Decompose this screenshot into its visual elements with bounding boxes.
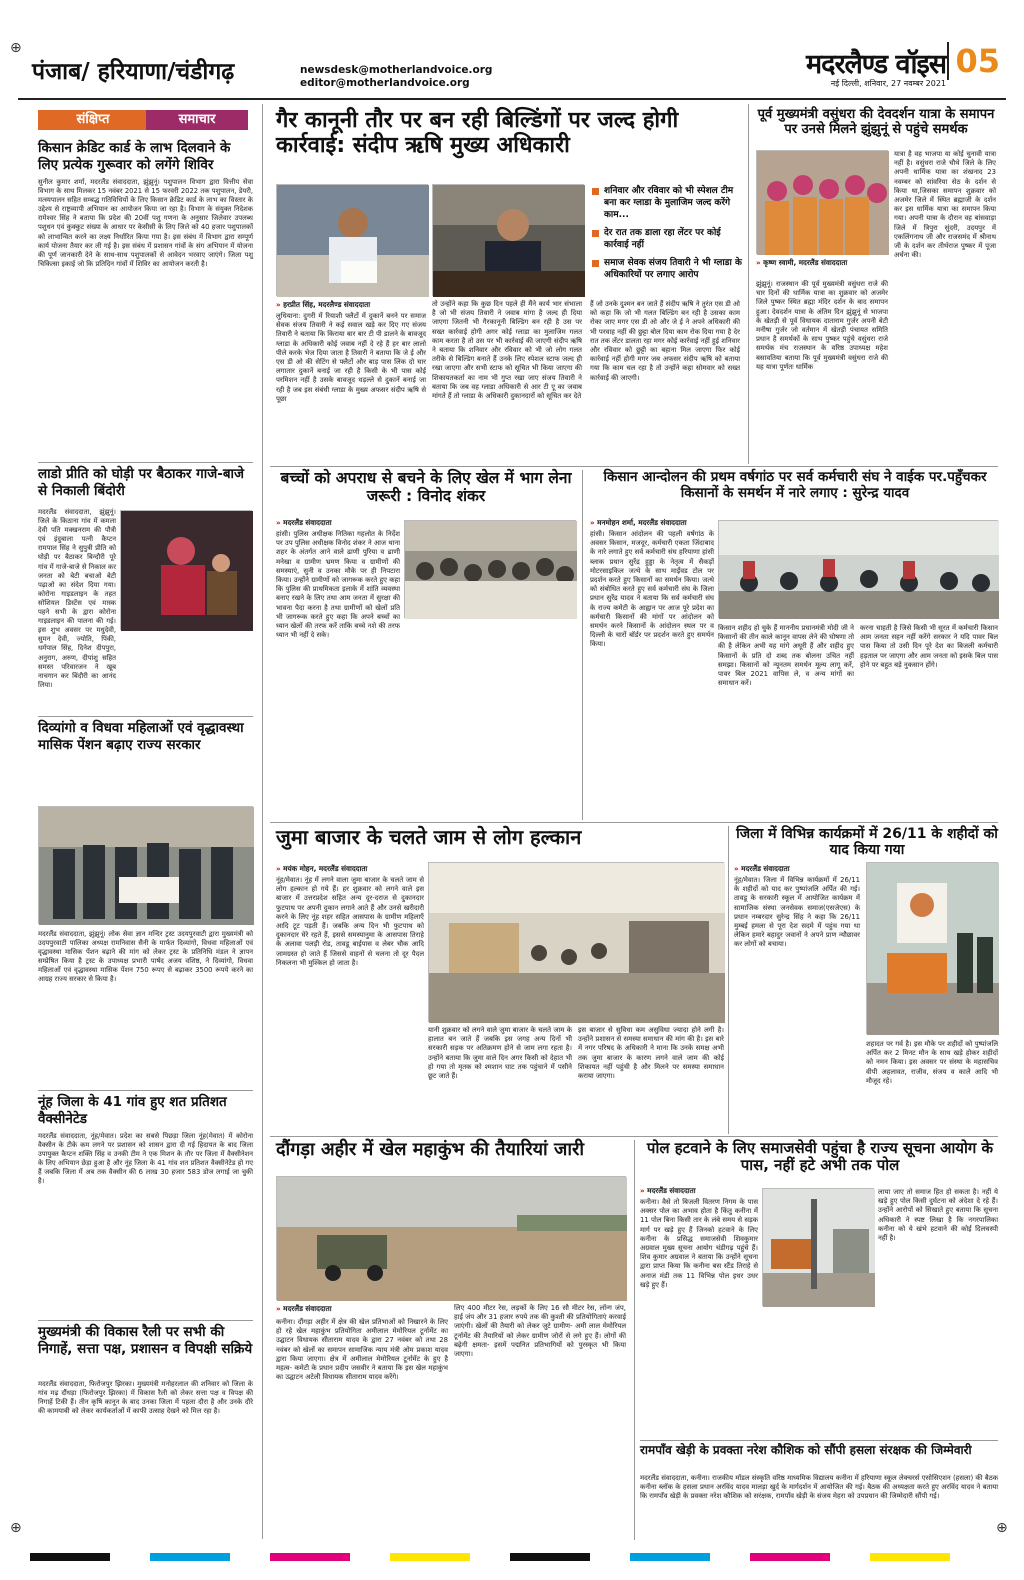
- masthead: [18, 38, 1006, 100]
- farmer-byline: » मनमोहन शर्मा, मदरलैंड संवाददाता: [590, 518, 687, 527]
- lead-body-col1: लुधियाना: दुगरी में रियाशी फ्लैटों में दुकानें बनने पर समाज सेवक संजय तिवारी ने कई सवाल खड़े कर दिए गए संजय तिवारी ने बताया कि किराया बार बार टी पी डालने के बावजूद ग्लाडा के अधिकारी कोई जवाब नहीं दे रहे हैं हर बार लालो पीले करके भेज दिया जाता है तिवारी ने बताया कि जे ई और एस डी ओ की सेटिंग से फ्लैटों और बाड़ पास लिंक दो चार लगातार दुकानें बनाई जा रही है किसी के भी पास कोई परमिशन नहीं है उसके बावजूद धड़ल्ले से दुकानें बनाई जा रही है जब इस संबंधी ग्लाडा के मुख्य अफसर संदीप ऋषि से पूछा: [276, 312, 426, 403]
- lead-photo-2: [432, 184, 584, 296]
- jam-body-2: यानी शुक्रवार को लगने वाले जुमा बाजार के चलते जाम के हालात बन जाते हैं जबकि इस जगह अन्य दिनों भी सरकारी सड़क पर अतिक्रमण होने से जाम लगा रहता है। उन्होंने बताया कि जुमा वाले दिन अगर किसी को देहात भी हो गया तो मृतक को श्मशान घाट तक पहुंचाने में पसीने छूट जाते हैं।: [428, 1026, 572, 1081]
- registration-mark: ⊕: [996, 1520, 1008, 1536]
- yatra-photo: [756, 150, 888, 254]
- brief-label-b: समाचार: [146, 110, 248, 130]
- pole-body-2: लाया जाए तो समाज हित हो सकता है। नहीं ये खड़े हुए पोल किसी दुर्घटना को अंदेशा दे रहे हैं। उन्होंने आरोपों को सिखाते हुए बताया कि सूचना अधिकारी ने स्पष्ट लिखा है कि नगरपालिका कनीना को ये खंभे हटवाने की कोई दिलचस्पी नहीं है।: [878, 1188, 998, 1243]
- sports-body: हांसी। पुलिस अधीक्षक नितिका गहलोत के निर्देश पर उप पुलिस अधीक्षक विनोद शंकर ने आज थाना शहर के अंतर्गत आने वाले ढाणी पुरिया व ढाणी मनेखा व ग्रामीण भ्रमण किया व ग्रामीणों की समस्याएं, सुनी व उनका मौके पर ही निपटारा किया। उन्होंने ग्रामीणों को जागरूक करते हुए कहा कि पुलिस की प्राथमिकता इलाके में शांति व्यवस्था बनाए रखने के लिए तथा आम जनता में सुरक्षा की भावना पैदा करना है तथा ग्रामीणों को खेलों प्रति भी जागरूक करते हुए कहा कि अपने बच्चों का ध्यान खेलों की तरफ करें ताकि बच्चे नशे की तरफ ध्यान भी नहीं दे सके।: [276, 530, 400, 640]
- martyrs-body: नूंह/मेवात। जिला में विभिन्न कार्यक्रमों में 26/11 के शहीदों को याद कर पुष्पांजलि अर्पित की गई। तावडू के सरकारी स्कूल में आयोजित कार्यक्रम में सामाजिक संस्था जनसेवक समाज(एसजेएस) के प्रधान नम्बरदार सुरेन्द्र सिंह ने कहा कि 26/11 मुम्बई हमला से पूरा देश सदमे में पहुंच गया था लेकिन हमारे बहादुर जवानों ने अपने प्राण न्यौछावर कर लोगों को बचाया।: [734, 876, 860, 949]
- section-title: पंजाब/ हरियाणा/चंडीगढ़: [32, 59, 235, 85]
- yatra-headline: पूर्व मुख्यमंत्री वसुंधरा की देवदर्शन यात्रा के समापन पर उनसे मिलने झुंझुनूं से पहुंचे समर्थक: [757, 107, 995, 137]
- lead-bullet: देर रात तक डाला रहा लेंटर पर कोई कार्रवाई नहीं: [592, 227, 742, 251]
- jam-headline: जुमा बाजार के चलते जाम से लोग हल्कान: [276, 825, 582, 849]
- sports-body-2: [404, 624, 576, 820]
- brief-headline-5: मुख्यमंत्री की विकास रैली पर सभी की निगाहें, सत्ता पक्ष, प्रशासन व विपक्षी सक्रिये: [38, 1324, 253, 1357]
- divider: [38, 462, 253, 463]
- brief-headline-1: किसान क्रेडिट कार्ड के लाभ दिलवाने के लिए प्रत्येक गुरूवार को लगेंगे शिविर: [38, 140, 231, 173]
- farmer-body-3: करना चाहती है जिसे किसी भी सूरत में कर्मचारी किसान आम जनता सहन नहीं करेंगे सरकार ने यदि पावर बिल पास किया तो उसी दिन पूरे देश का बिजली कर्मचारी हड़ताल पर जाएगा और आम जनता को इसके बिल पास होने पर बहुत बड़े नुकसान होंगे।: [860, 624, 998, 669]
- farmer-headline: किसान आन्दोलन की प्रथम वर्षगांठ पर सर्व कर्मचारी संघ ने वाईक पर.पहुँचकर किसानों के समर्थन में नारे लगाए : सुरेन्द्र यादव: [603, 469, 987, 501]
- sports-photo: [404, 520, 576, 618]
- pole-byline: » मदरलैंड संवाददाता: [640, 1186, 696, 1195]
- martyrs-byline: » मदरलैंड संवाददाता: [734, 864, 790, 873]
- divider: [270, 466, 998, 467]
- divider: [38, 716, 253, 717]
- column-divider: [728, 826, 729, 1134]
- pole-headline: पोल हटवाने के लिए समाजसेवी पहुंचा है राज्य सूचना आयोग के पास, नहीं हटे अभी तक पोल: [646, 1139, 994, 1175]
- column-divider: [634, 1140, 635, 1540]
- pole-photo: [762, 1188, 874, 1306]
- pole-body: कनीना। वैसे तो बिजली वितरण निगम के पास अक्सर पोल का अभाव होता है किंतु कनीना में 11 पोल बिना किसी तार के लंबे समय से सड़क मार्ग पर खड़े हुए हैं जिनको हटवाने के लिए कनीना के प्रसिद्ध समाजसेवी शिवकुमार अग्रवाल मुख्य सूचना आयोग चंडीगढ़ पहुंचे हैं। शिव कुमार अग्रवाल ने बताया कि उन्होंने सूचना द्वारा प्राप्त किया कि कनीना बस स्टैंड तिराहे से अनाज मंडी तक 11 विभिन्न पोल इधर उधर खड़े हुए हैं।: [640, 1198, 758, 1289]
- lead-photo-1: [276, 184, 428, 296]
- farmer-body-2: किसान शहीद हो चुके हैं माननीय प्रधानमंत्री मोदी जी ने किसानों की तीन काले कानून वापस लेने की घोषणा तो की है लेकिन अभी यह मांगे अधूरी हैं और शहीद हुए किसानों के प्रति दो शब्द तक बोलना उचित नहीं समझा। किसानों को न्यूनतम समर्थन मूल्य लागू करें, पावर बिल 2021 वापिस ले, व अन्य मांगों का समाधान करें।: [718, 624, 854, 688]
- brief-body-4: मदरलैंड संवाददाता, नूंह/मेवात। प्रदेश का सबसे पिछड़ा जिला नूंह(मेवात) में कोरोना वैक्सीन के टीके कम लगने पर प्रशासन को शासन द्वारा दी गई हिदायत के बाद जिला उपायुक्त कैप्टन शक्ति सिंह व उनकी टीम ने एक मिशन के तौर पर जिला में वैक्सीनेशन के लिए अभियान छेड़ा हुआ है और नूंह जिला के 41 गांव शत प्रतिशत वैक्सीनेटेड हो गए हैं जबकि जिला में अब तक वैक्सीन की 6 लाख 30 हजार 583 डोज लगाई जा चुकी है।: [38, 1132, 253, 1186]
- brief-header: [38, 110, 248, 130]
- brand-logo: मदरलैण्ड वॉइस: [805, 49, 946, 80]
- memorial-photo: [866, 862, 998, 1034]
- dangal-body: कनीना। दौंगड़ा अहीर में क्षेत्र की खेल प्रतिभाओं को निखारने के लिए हो रहे खेल महाकुंभ प्रतियोगिता अमीलाल मेमोरियल टूर्नामेंट का उद्घाटन विधायक सीताराम यादव के द्वारा 27 नवंबर को तथा 28 नवंबर को खेलों का समापन सामाजिक न्याय मंत्री ओम प्रकाश यादव द्वारा किया जाएगा। क्षेत्र में अमीलाल मेमोरियल टूर्नामेंट के हुए है महत्व- कमेटी के प्रधान प्रदीप जसवीर ने बताया कि इस खेल महाकुंभ का उद्घाटन अटेली विधायक सीताराम यादव करेंगे।: [276, 1318, 448, 1382]
- divider: [270, 822, 998, 823]
- pension-group-photo: [38, 806, 253, 924]
- bike-rally-photo: [718, 520, 998, 618]
- yatra-side: यात्रा है वह भाजपा या कोई चुनावी यात्रा नहीं है। वसुंधरा राजे चौथे जिले के लिए अपनी धार्मिक यात्रा का शंखनाद 23 नवम्बर को सांवरिया सेठ के दर्शन से किया था,जिसका समापन शुक्रवार को अजमेर जिले में स्थित ब्रह्माजी के दर्शन कर इस धार्मिक यात्रा का समापन किया गया। अपनी यात्रा के दौरान वह बांसवाड़ा जिले में त्रिपुरा सुंदरी, उदयपुर में एकलिंगनाथ जी और राजसमंद में श्रीनाथ जी के दर्शन कर तीर्थराज पुष्कर में पूजा अर्चना की।: [894, 150, 996, 260]
- lead-bullet: शनिवार और रविवार को भी स्पेशल टीम बना कर ग्लाडा के मुलाजिम जल्द करेंगे काम...: [592, 185, 742, 221]
- lead-body-col2: तो उन्होंने कहा कि कुछ दिन पहले ही मैंने कार्य भार संभाला है जो भी संजय तिवारी ने जवाब मांगा है जल्द ही दिया जाएगा जितनी भी गैरकानूनी बिल्डिंग बन रही है उस पर सख्त कार्रवाई होगी अगर कोई ग्लाडा का मुलाजिम गलत काम करता है तो उस पर भी कार्रवाई की जाएगी संदीप ऋषि ने बताया कि शनिवार और रविवार को भी जो लोग गलत तरीके से बिल्डिंग बनाते हैं उनके लिए स्पेशल स्टाफ जल्द ही रखा जाएगा और सभी स्टाफ को सूचित भी किया जाएगा की शिकायतकर्ता का नाम भी गुप्त रखा जाए संजय तिवारी ने बताया कि जब वह ग्लाडा अधिकारी से आर टी एू का जवाब मांगते हैं तो ग्लाडा के अधिकारी दुकानदारों को सूचित कर देते: [432, 300, 582, 401]
- divider: [640, 1440, 998, 1441]
- farmer-body: हांसी। किसान आंदोलन की पहली वर्षगांठ के अवसर किसान, मजदूर, कर्मचारी एकता जिंदाबाद के नारे लगाते हुए सर्व कर्मचारी संघ हरियाणा हांसी ब्लाक प्रधान सुरेंद्र हुड्डा के नेतृत्व में सैकड़ों मोटरसाइकिल जत्थे के साथ मार्ईवड टोल पर प्रदर्शन करते हुए किसानों का समर्थन किया। जत्थे को संबोधित करते हुए सर्व कर्मचारी संघ के जिला प्रधान सुरेंद्र यादव ने बताया कि सर्व कर्मचारी संघ के राज्य कमेटी के आह्वान पर आज पूरे प्रदेश का कर्मचारी किसानों की मांगों पर आंदोलन को समर्थन करने किसानों के आंदोलन स्थल पर व दिल्ली के चारों बॉर्डर पर प्रदर्शन करते हुए समर्थन किया।: [590, 530, 714, 649]
- registration-mark: ⊕: [10, 40, 22, 56]
- dangal-byline: » मदरलैंड संवाददाता: [276, 1304, 332, 1313]
- brief-body-2: मदरलैंड संवाददाता, झुंझुनूं। जिले के किठाना गांव में कमला देवी पति मक्खनराम की पौत्री एवं इंदुबाला पत्नी कैप्टन रामपाल सिंह ने सुपुत्री प्रीति को घोड़ी पर बैठाकर बिन्दौरी पूरे गांव में गाजे-बाजे से निकाल कर जनता को बेटी बचाओ बेटी पढ़ाओ का संदेश दिया गया। कोरोना गाइडलाइन के तहत सोशियल डिस्टेंस एवं मास्क पहने सभी के द्वारा कोरोना गाइडलाइन की पालना की गई। इस शुभ अवसर पर मधुदेवी, सुमन देवी, ज्योति, पिंकी, धर्मपाल सिंह, दिनेश दीपपुरा, अनुराग, अरुण, दीपांशु सहित समस्त परिवारजन ने खूब नाचगान कर बिंदौरी का आनंद लिया।: [38, 508, 116, 689]
- dateline: नई दिल्ली, शनिवार, 27 नवम्बर 2021: [830, 79, 946, 88]
- yatra-body: झुंझुनूं। राजस्थान की पूर्व मुख्यमंत्री वसुंधरा राजे की चार दिनों की धार्मिक यात्रा का शुक्रवार को अजमेर जिले पुष्कर स्थित ब्रह्मा मंदिर दर्शन के बाद समापन हुआ। देवदर्शन यात्रा के अंतिम दिन झुंझुनूं से भाजपा के खेतड़ी से पूर्व विधायक दाताराम गुर्जर अपनी बेटी मनीषा गुर्जर जो वर्तमान में खेतड़ी पंचायत समिति प्रधान है समर्थकों के साथ पुष्कर पहुंचे वसुंधरा राजे समर्थक मंच राजस्थान के वरिष्ठ उपाध्यक्ष महेश बसावतिया बताया कि पूर्व मुख्यमंत्री वसुंधरा राजे की यह यात्रा पूर्णतः धार्मिक: [756, 280, 888, 371]
- yadav-body: मदरलैंड संवाददाता, कनीना। राजकीय मॉडल संस्कृति वरिष्ठ माध्यमिक विद्यालय कनीना में हरियाणा स्कूल लेक्चरर्स एसोसिएशन (हसला) की बैठक कनीना ब्लॉक के हसला प्रधान अरविंद यादव मालड़ा खुर्द के मार्गदर्शन में आयोजित की गई। बैठक की अध्यक्षता करते हुए अरविंद यादव ने बताया कि रामपाँव खेड़ी के प्रवक्ता नरेश कौशिक को सरंक्षक, रामपाँव खेड़ी के संजय मेहरा को उपप्रधान की जिम्मेदारी सौंपी गई।: [640, 1474, 998, 1501]
- lead-byline: » हरप्रीत सिंह, मदरलैण्ड संवाददाता: [276, 300, 371, 309]
- divider: [270, 1136, 998, 1137]
- dangal-ground-photo: [276, 1176, 626, 1300]
- sports-headline: बच्चों को अपराध से बचने के लिए खेल में भाग लेना जरूरी : विनोद शंकर: [280, 469, 572, 505]
- divider: [38, 1090, 253, 1091]
- brief-label-a: संक्षिप्त: [38, 110, 148, 130]
- lead-body-col3: हैं जो उनके दुश्मन बन जाते हैं संदीप ऋषि ने तुरंत एस डी ओ को कहा कि जो भी गलत बिल्डिंग बन रही है उसका काम रोका जाए मगर एस डी ओ और जे ई ने अपने अधिकारी की भी परवाह नहीं की छुट्टा बोल दिया काम रोक दिया गया है देर रात तक लेंटर डालता रहा मगर कोई कार्रवाई नहीं हुई शनिवार और रविवार को छुट्टी का बहाना मिल जाएगा फिर कोई कार्रवाई नहीं होगी मगर जब अफसर संदीप ऋषि को बताया गया कि काम चल रहा है तो उन्होंने कहा सोमवार को सख्त कार्रवाई की जाएगी।: [590, 300, 740, 382]
- column-divider: [262, 104, 263, 1539]
- column-divider: [748, 104, 749, 464]
- dangal-headline: दौंगड़ा अहीर में खेल महाकुंभ की तैयारियां जारी: [276, 1139, 585, 1160]
- dangal-body-2: लिए 400 मीटर रेस, लड़कों के लिए 16 सौ मीटर रेस, लॉन्ग जंप, हाई जंप और 31 हजार रुपये तक की कुश्ती की प्रतियोगिताएं करवाई जाएंगी। खेलों की तैयारी को लेकर जुटे ग्रामीण- अमी लाल मेमोरियल टूर्नामेंट की तैयारियों को लेकर ग्रामीण जोरों से लगे हुए हैं। लोगों की बढ़ेगी क्षमता- इसमें पद्मनित प्रतिभागियों को पुरस्कृत भी किया जाएगा।: [454, 1304, 626, 1359]
- sports-byline: » मदरलैंड संवाददाता: [276, 518, 332, 527]
- divider: [38, 1320, 253, 1321]
- jam-body: नूंह/मेवात। नूंह में लगने वाला जुमा बाजार के चलते जाम से लोग हल्कान हो गये हैं। हर शुक्रवार को लगने वाले इस बाजार में उत्तरप्रदेश सहित अन्य दूर-दराज से दुकानदार फुटपाथ पर अपनी दुकान लगाने आते हैं और उनसे खरीदारी करने के लिए नूंह शहर सहित आसपास के ग्रामीण महिलाएँ आदि टूट पड़ती हैं। जबकि अन्य दिन भी फुटपाथ को दुकानदार घेरे रहते हैं, इससे समस्यानुमा के आसपास तिराहे के अलावा पलड़ी रोड, तावडू बाईपास व लेबर चौक आदि जामग्रस्त हो जाते हैं जिससे वाहनों से चलना तो दूर पैदल निकलना भी मुश्किल हो जाता है।: [276, 876, 424, 967]
- martyrs-headline: जिला में विभिन्न कार्यक्रमों में 26/11 के शहीदों को याद किया गया: [736, 826, 998, 859]
- lead-bullets: [592, 185, 742, 287]
- wedding-photo: [120, 510, 252, 630]
- lead-headline: गैर कानूनी तौर पर बन रही बिल्डिंगों पर जल्द होगी कार्रवाई: संदीप ऋषि मुख्य अधिकारी: [276, 108, 679, 159]
- martyrs-body-2: शहादत पर गर्व है। इस मौके पर शहीदों को पुष्पांजलि अर्पित कर 2 मिनट मौन के साथ खड़े होकर शहीदों को नमन किया। इस अवसर पर संस्था के महासचिव वीपी अहलावत, राजीव, संजय व कालेे आदि भी मौजूद रहे।: [866, 1040, 998, 1085]
- editor-email[interactable]: editor@motherlandvoice.org: [300, 77, 470, 89]
- print-color-bar: [30, 1546, 994, 1554]
- newsdesk-email[interactable]: newsdesk@motherlandvoice.org: [300, 64, 493, 76]
- page-number: 05: [947, 42, 1000, 80]
- yatra-byline: » कृष्ण स्वामी, मदरलैंड संवाददाता: [756, 258, 848, 267]
- market-photo: [428, 862, 724, 1022]
- brief-body-1: सुनील कुमार शर्मा, मदरलैंड संवाददाता, झुंझुनूं। पशुपालन विभाग द्वारा वित्तीय सेवा विभाग के साथ मिलकर 15 नवंबर 2021 से 15 फरवरी 2022 तक पशुपालन, डेयरी, मत्स्यपालन सहित सम्बद्ध गतिविधियों के लिए किसान क्रेडिट कार्ड के लाभ का विस्तार के उद्देश्य से राष्ट्रव्यापी अभियान का आयोजन किया जा रहा है। विभाग के संयुक्त निदेशक रामेश्वर सिंह ने बताया कि प्रदेश की 20वीं पशु गणना के अनुसार जिलेवार उपलब्ध पशुधन एवं कुक्कुट संख्या के आधार पर केसीसी के लिए जिले को 40 हजार पशुपालकों को लाभान्वित करने का लक्ष्य निर्धारित किया गया है। इस संबंध में विभाग द्वारा सम्पूर्ण कार्य योजना तैयार कर ली गई है। इस संबंध में प्रशासन गांवों के संग अभियान में योजना की पूर्ण जानकारी देने के साथ-साथ पशुपालकों से आवेदन भरवाए जाएंगे। जिला पशु चिकित्सा इकाई जो कि प्रतिदिन गांवों में शिविर का आयोजन करती है।: [38, 178, 253, 268]
- brief-body-3: मदरलैंड संवाददाता, झुंझुनूं। लोक सेवा ज्ञान मन्दिर ट्रस्ट उदयपुरवाटी द्वारा मुख्यमंत्री को उदयपुरवाटी पालिका अध्यक्ष रामनिवास सैनी के मार्फत दिव्यांगो, विधवा महिलाओं एवं वृद्धावस्था मासिक पेंशन बढ़ाने की मांग को लेकर ट्रस्ट के प्रतिनिधि मंडल ने ज्ञापन सम्प्रेषित किया है ट्रस्ट के उपाध्यक्ष प्रभारी पार्षद अजय वशिष्ठ, ने दिव्यांगो, विधवा महिलाओं एवं वृद्धावस्था मासिक पेंशन 750 रूपए से बढ़ाकर 3500 रूपये करने का आग्रह राज्य सरकार से किया है।: [38, 930, 253, 984]
- jam-byline: » मयंक मोहन, मदरलैंड संवाददाता: [276, 864, 368, 873]
- brief-body-2b: [38, 634, 253, 694]
- lead-bullet: समाज सेवक संजय तिवारी ने भी ग्लाडा के अधिकारियों पर लगाए आरोप: [592, 257, 742, 281]
- contact-emails: [300, 64, 492, 90]
- yadav-headline: रामपाँव खेड़ी के प्रवक्ता नरेश कौशिक को सौंपी हसला संरक्षक की जिम्मेवारी: [640, 1443, 972, 1457]
- brief-headline-3: दिव्यांगो व विधवा महिलाओं एवं वृद्धावस्था मासिक पेंशन बढ़ाए राज्य सरकार: [38, 720, 244, 753]
- brief-headline-2: लाडो प्रीति को घोड़ी पर बैठाकर गाजे-बाजे से निकाली बिंदोरी: [38, 466, 245, 499]
- column-divider: [582, 470, 583, 820]
- brief-body-5: मदरलैंड संवाददाता, फिरोजपुर झिरका। मुख्यमंत्री मनोहरलाल की शनिवार को जिला के गांव मढ़ दौंधड़ा (फिरोजपुर झिरका) में विकास रैली को लेकर सत्ता पक्ष व विपक्ष की निगाहें टिकी हैं। तीन कृषि कानून के बाद उनका जिला में पहला दौरा है और उनके दौरे की कामयाबी को लेकर कार्यकर्ताओं में काफी उत्साह देखने को मिल रहा है।: [38, 1380, 253, 1416]
- jam-body-3: इस बाजार से सुविधा कम असुविधा ज्यादा होने लगी है। उन्होंने प्रशासन से समस्या समाधान की मांग की है। इस बारे में नगर परिषद के अधिकारी ने माना कि उनके समक्ष अभी तक जुमा बाजार के कारण लगने वाले जाम की कोई शिकायत नहीं पहुंची है और मिलने पर समस्या समाधान कराया जाएगा।: [578, 1026, 724, 1081]
- registration-mark: ⊕: [10, 1520, 22, 1536]
- brief-headline-4: नूंह जिला के 41 गांव हुए शत प्रतिशत वैक्सीनेटेड: [38, 1094, 227, 1127]
